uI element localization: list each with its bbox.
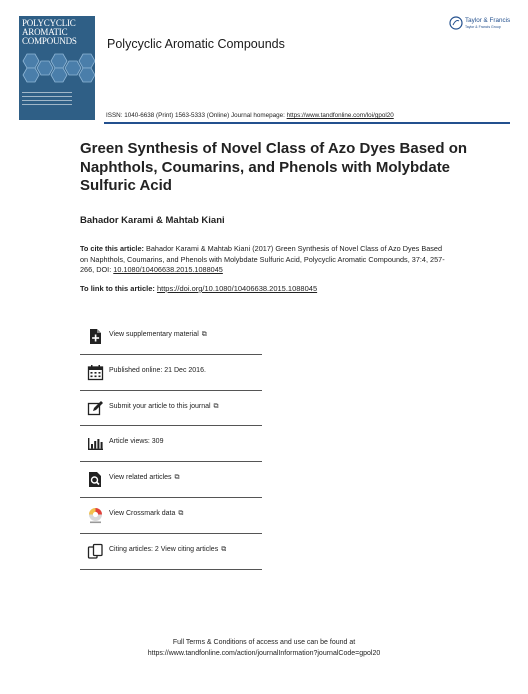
doi-link[interactable]: 10.1080/10406638.2015.1088045 xyxy=(113,265,223,274)
external-link-icon: ⧉ xyxy=(201,331,207,338)
publisher-logo-subtext: Taylor & Francis Group xyxy=(465,25,501,29)
citation-label: To cite this article: xyxy=(80,244,144,253)
article-link-label: To link to this article: xyxy=(80,284,155,293)
link-label: Published online: 21 Dec 2016. xyxy=(109,366,206,374)
search-document-icon xyxy=(87,471,104,488)
cover-title: POLYCYCLIC AROMATIC COMPOUNDS xyxy=(22,18,77,46)
footer-terms-url[interactable]: https://www.tandfonline.com/action/journalInformation?journalCode=gpol20 xyxy=(147,649,381,657)
article-authors: Bahador Karami & Mahtab Kiani xyxy=(80,215,225,226)
edit-icon xyxy=(87,400,104,417)
publisher-logo[interactable] xyxy=(449,16,511,36)
link-label: View related articles xyxy=(109,474,172,482)
header xyxy=(19,16,511,122)
hexagon-pattern-icon xyxy=(19,50,95,90)
plus-document-icon xyxy=(87,328,104,345)
external-link-icon: ⧉ xyxy=(213,402,219,410)
journal-cover-image[interactable] xyxy=(19,16,95,120)
link-label: View supplementary material xyxy=(109,331,199,338)
article-title: Green Synthesis of Novel Class of Azo Dyes Based on Naphthols, Coumarins, and Phenols with Molybdate Sulfuric Acid xyxy=(80,140,468,194)
issn-text: ISSN: 1040-6638 (Print) 1563-5333 (Online) Journal homepage: xyxy=(106,112,287,119)
footer-terms-text: Full Terms & Conditions of access and use can be found at xyxy=(172,639,356,646)
article-links-list xyxy=(80,319,262,570)
link-label: View Crossmark data xyxy=(109,509,176,517)
external-link-icon: ⧉ xyxy=(174,474,180,482)
journal-name[interactable]: Polycyclic Aromatic Compounds xyxy=(107,37,285,51)
cover-text-lines xyxy=(22,92,72,108)
link-label: Citing articles: 2 View citing articles xyxy=(109,545,219,553)
bar-chart-icon xyxy=(87,435,104,452)
submit-article-link[interactable] xyxy=(80,391,262,427)
external-link-icon: ⧉ xyxy=(221,545,227,553)
footer xyxy=(0,638,528,659)
citation-text: Bahador Karami & Mahtab Kiani (2017) Green Synthesis of Novel Class of Azo Dyes Based on Naphthols, Coumarins, and Phenols with Molybdate Sulfuric Acid, Polycyclic Aromatic Compounds, 37:4, 257-266, DOI: xyxy=(80,244,445,274)
calendar-icon xyxy=(87,364,104,381)
journal-homepage-link[interactable]: https://www.tandfonline.com/loi/gpol20 xyxy=(286,112,394,119)
related-articles-link[interactable] xyxy=(80,462,262,498)
published-online-info xyxy=(80,355,262,391)
citing-articles-link[interactable] xyxy=(80,534,262,570)
publisher-logo-text: Taylor & Francis xyxy=(465,17,511,24)
publisher-logo-icon xyxy=(449,16,463,30)
crossmark-data-link[interactable] xyxy=(80,498,262,534)
copy-icon xyxy=(87,543,104,560)
citation-block xyxy=(80,244,452,276)
crossmark-icon xyxy=(87,507,104,524)
issn-line xyxy=(106,112,394,119)
article-link-line xyxy=(80,284,317,293)
link-label: Submit your article to this journal xyxy=(109,402,211,410)
article-views-info xyxy=(80,426,262,462)
link-label: Article views: 309 xyxy=(109,438,164,446)
header-divider xyxy=(104,122,510,124)
supplementary-material-link[interactable] xyxy=(80,319,262,355)
external-link-icon: ⧉ xyxy=(178,509,184,517)
article-doi-url-link[interactable]: https://doi.org/10.1080/10406638.2015.1088045 xyxy=(156,284,318,293)
